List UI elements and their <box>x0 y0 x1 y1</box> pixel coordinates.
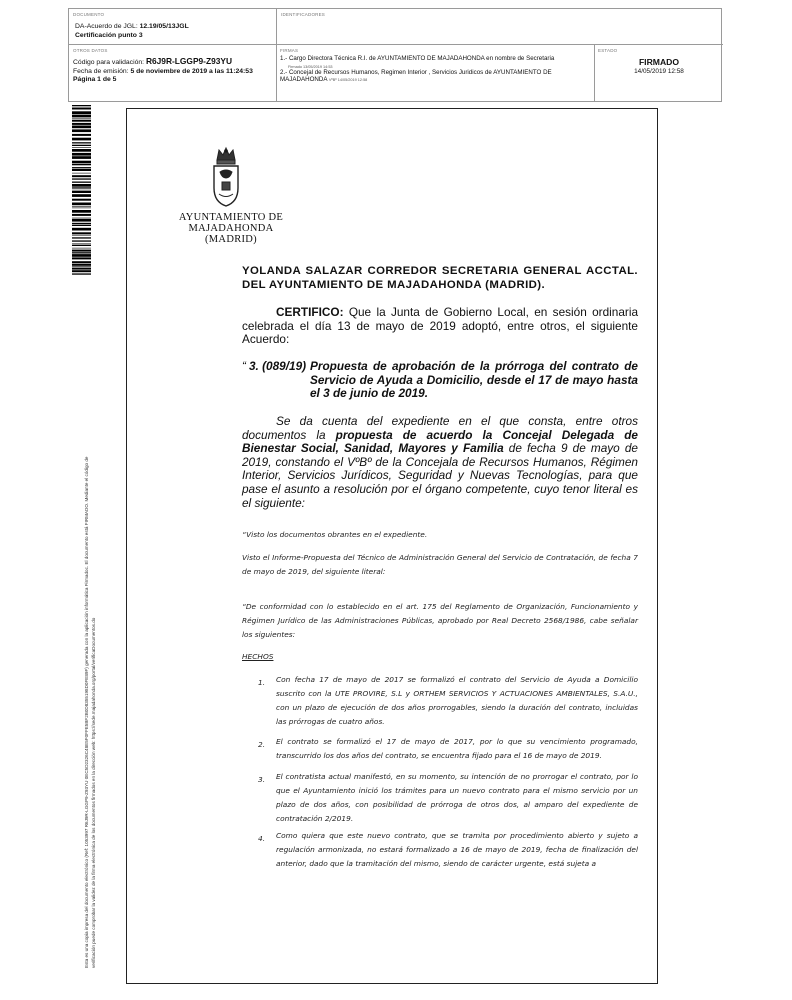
otros-datos-label: OTROS DATOS <box>73 48 108 53</box>
documento-label: DOCUMENTO <box>73 12 105 17</box>
hecho-1-text: Con fecha 17 de mayo de 2017 se formalizó el contrato del Servicio de Ayuda a Domicilio suscrito con la UTE PROVIRE, S.L y ORTHEM SERVICIOS Y ACTUACIONES AMBIENTALES, S.A.U., con un plazo de ejecución de dos años prorrogables, siendo la duración del contrato, incluidas las prórrogas de cuatro años. <box>276 675 638 726</box>
letterhead-line-3: (MADRID) <box>205 234 257 245</box>
certifico-text: Que la Junta de Gobierno Local, en sesión ordinaria celebrada el día 13 de mayo de 2019 adoptó, entre otros, el siguiente Acuerdo: <box>242 305 638 347</box>
issue-date-value: 5 de noviembre de 2019 a las 11:24:53 <box>130 68 253 75</box>
cuenta-paragraph <box>242 415 638 510</box>
firma-1-date: Firmado 13/05/2019 14:53 <box>288 65 333 69</box>
firmas-cell <box>277 45 595 101</box>
letterhead <box>172 212 290 245</box>
firmas-label: FIRMAS <box>280 48 299 53</box>
identificadores-label: IDENTIFICADORES <box>281 12 326 17</box>
hecho-4-number: 4. <box>258 834 266 843</box>
conformidad-paragraph: “De conformidad con lo establecido en el art. 175 del Reglamento de Organización, Funcionamiento y Régimen Jurídico de las Administraciones Públicas, aprobado por Real Decreto 2568/1986, cabe señalar los siguientes: <box>242 602 638 639</box>
hecho-3-number: 3. <box>258 775 266 784</box>
status-firmado: FIRMADO <box>638 57 680 67</box>
validation-code-label: Código para validación: <box>73 59 145 66</box>
issue-date-label: Fecha de emisión: <box>73 68 129 75</box>
cuenta-text-b: de fecha 9 de mayo de 2019, constando el VºBº de la Concejala de Recursos Humanos, Régimen Interior, Servicios Jurídicos, Seguridad y Nuevas Tecnologías, para que pase el asunto a resolución por el órgano competente, cuyo tenor literal es el siguiente: <box>242 441 638 510</box>
hecho-1-number: 1. <box>258 678 266 687</box>
doc-ref-prefix: DA-Acuerdo de JGL: <box>75 23 138 30</box>
doc-ref-value: 12.19/05/13JGL <box>139 23 189 30</box>
letterhead-line-2: MAJADAHONDA <box>188 223 274 234</box>
hecho-4-text: Como quiera que este nuevo contrato, que se tramita por procedimiento abierto y sujeto a regulación armonizada, no estará formalizado a 16 de mayo de 2019, fecha de finalización del anterior, dado que la tramitación del mismo, siendo de carácter urgente, está sujeta a <box>276 831 638 868</box>
agenda-quote: “ <box>242 359 246 373</box>
firma-2-org: MAJADAHONDA <box>280 76 328 83</box>
certifier-heading: YOLANDA SALAZAR CORREDOR SECRETARIA GENERAL ACCTAL. DEL AYUNTAMIENTO DE MAJADAHONDA (MADRID). <box>242 265 638 291</box>
coat-of-arms-icon <box>208 146 244 208</box>
identificadores-cell <box>277 9 723 45</box>
cuenta-text-a: Se da cuenta del expediente en el que consta, entre otros documentos la <box>242 414 638 442</box>
certifico-paragraph <box>242 306 638 347</box>
otros-datos-cell <box>69 45 277 101</box>
side-legal-text-1: Esta es una copia impresa del documento electrónico (Ref: 1053997 R6J9R-LGGP9-Z93YU 0EC5D2326C48E5F0FFE5BF2B0D8355198D0FE89F) generada con la aplicación informática Firmadoc. El documento está FIRMADO. Mediante el código de <box>84 456 89 968</box>
validation-code <box>73 57 232 67</box>
firma-2-date: VºBº 14/05/2019 12:58 <box>328 78 368 82</box>
firma-2: 2.- Concejal de Recursos Humanos, Regimen Interior , Servicios Juridicos de AYUNTAMIENTO DE <box>280 69 552 76</box>
validation-code-value: R6J9R-LGGP9-Z93YU <box>145 56 233 66</box>
status-date: 14/05/2019 12:58 <box>634 68 684 75</box>
hecho-3-text: El contratista actual manifestó, en su momento, su intención de no prorrogar el contrato, por lo que el Ayuntamiento inició los trámites para un nuevo contrato para el mismo servicio por un plazo de dos años, con posibilidad de prórroga de otros dos, al amparo del expediente de contratación 2/2019. <box>276 772 638 823</box>
agenda-title: Propuesta de aprobación de la prórroga del contrato de Servicio de Ayuda a Domicilio, desde el 17 de mayo hasta el 3 de junio de 2019. <box>310 359 638 401</box>
documento-cell <box>69 9 277 45</box>
document-reference <box>75 23 189 31</box>
hechos-title: HECHOS <box>242 652 274 661</box>
estado-label: ESTADO <box>598 48 618 53</box>
letterhead-line-1: AYUNTAMIENTO DE <box>178 212 284 223</box>
hecho-2-number: 2. <box>258 740 266 749</box>
hecho-2-text: El contrato se formalizó el 17 de mayo de 2017, por lo que su vencimiento programado, transcurrido los dos años del contrato, se encuentra fijado para el 16 de mayo de 2019. <box>276 737 638 760</box>
visto-line-1: “Visto los documentos obrantes en el expediente. <box>242 530 428 539</box>
firma-1: 1.- Cargo Directora Técnica R.I. de AYUNTAMIENTO DE MAJADAHONDA en nombre de Secretaria <box>280 55 555 62</box>
document-subject: Certificación punto 3 <box>75 32 143 39</box>
firma-2-cont <box>280 76 367 84</box>
estado-cell <box>595 45 723 101</box>
signature-header <box>68 8 722 102</box>
barcode-image <box>72 105 91 275</box>
page-count: Página 1 de 5 <box>73 76 117 83</box>
agenda-number: 3. (089/19) <box>249 359 307 373</box>
issue-date <box>73 68 253 76</box>
visto-line-2: Visto el Informe-Propuesta del Técnico de Administración General del Servicio de Contratación, de fecha 7 de mayo de 2019, del siguiente literal: <box>242 553 638 576</box>
cuenta-text-bold: propuesta de acuerdo la Concejal Delegada de Bienestar Social, Sanidad, Mayores y Familia <box>242 427 638 456</box>
certifico-label: CERTIFICO: <box>276 305 344 319</box>
side-legal-text-2: verificación puede comprobar la validez de la firma electrónica de los documentos firmados en la dirección web: https://sede.majadahonda.org/portal/verificaDocumentos.do <box>91 617 96 968</box>
